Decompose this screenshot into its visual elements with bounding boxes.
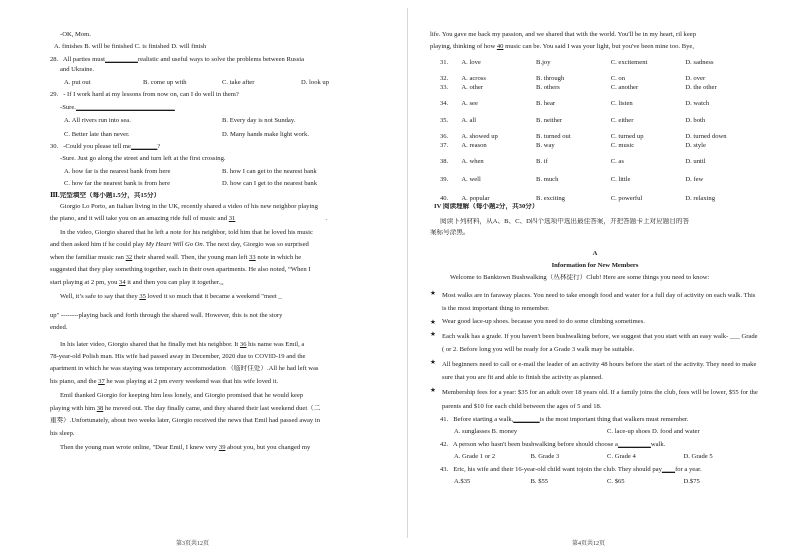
cloze-option-row: 39. A. well B. much C. little D. few [440, 176, 704, 184]
page-divider [407, 8, 408, 538]
cloze-option-row: 32. A. across B. through C. on D. over [440, 75, 706, 83]
cloze-options [430, 59, 760, 203]
page-number-right: 第4页共12页 [572, 541, 606, 547]
instructions: 阅读下列材料，从A、B、C、D四个选项中选出最佳答案，并把答题卡上对应题目的答 [440, 217, 690, 225]
star-icon: ★ [430, 358, 436, 367]
cloze-passage: Giorgio Lo Porto, an Italian living in the UK, recently shared a video of his new neighbor playing the piano, and it will take you on an amazing ride full of music and 31 . In the video, Giorgio shared that he left a note for his neighbor, told him that he loved his music and then asked him if he could play My Heart Will Go On. The next day, Giorgio was so surprised when the familiar music ran 32 their shared wall. Then, the young man left 33 note in which he suggested that they play something together, each in their own apartments. He also noted, “When I start playing at 2 pm, you 34 it and then you can play it together.,, Well, it’s safe to say that they 35 loved it so much that it became a weekend "meet _ up" --------playing back and forth through the shared wall. However, this is not the story ended. In his later video, Giorgio shared that he finally met his neighbor. It 36 his name was Emil, a 78-year-old Polish man. His wife had passed away in December, 2020 due to COVID-19 and the apartment in which he was staying was temporary accommodation （临时住处）.All he had left was his piano, and the 37 he was playing at 2 pm every weekend was that his wife loved it. Emil thanked Giorgio for keeping him less lonely, and Giorgio promised that he would keep playing with him 38 he moved out. The day finally came, and they shared their last weekend duet（二 重奏）.Unfortunately, about two weeks later, Giorgio received the news that Emil had passed away in his sleep. Then the young man wrote online, "Dear Emil, I knew very 39 about you, but you changed my [50, 203, 327, 451]
cloze-option-row: 34. A. see B. hear C. listen D. watch [440, 100, 710, 108]
dialog-line: -OK, Mom. [60, 31, 91, 38]
cloze-option-row: 36. A. showed up B. turned out C. turned up D. turned down [440, 133, 727, 141]
question-43: 43. Eric, his wife and their 16-year-old child want tojoin the club. They should pay____for a year. A.$35 B. $55 C. $65 D.$75 [440, 465, 702, 485]
bullet-list [430, 289, 760, 413]
question-41: 41. Before starting a walk,________is the most important thing that walkers must remember. A. sunglasses B. money C. lace-up shoes D. food and water [440, 415, 700, 436]
q27-options: A. finishes B. will be finished C. is finished D. will finish [54, 43, 207, 51]
page-number-left: 第3页共12页 [176, 541, 210, 547]
star-icon: ★ [430, 329, 436, 338]
cloze-option-row: 33. A. other B. others C. another D. the other [440, 83, 717, 91]
question-42: 42. A person who hasn't been bushwalking before should choose a__________walk. A. Grade 1 or 2 B. Grade 3 C. Grade 4 D. Grade 5 [440, 440, 713, 461]
list-item: ★ Each walk has a grade. If you haven't been bushwalking before, we suggest that you start with an easy walk- ___ Grade ( or 2. Before long you will be ready for a Grade 3 walk may be suitable. [430, 330, 760, 356]
right-page: life. You gave me back my passion, and we shared that with the world. You'll be in my heart, ril keep playing, thinking of how 40 music can be. You said I was your light, but you've been mine too. Bye, 31. A. love B.joy C. excitement D. sadness 32. A. across B. through C. on D. over 33. A. other B. others C. another D. the other 34. A. see B. hear C. listen D. watch 35. A. all B. neither C. either D. both 36. A. showed up B. turned out C. turned up D. turned down 37. A. reason B. way C. music D. style 38. A. when B. if C. as D. until 39. A. well B. much C. little D. few 40. A. popular B. exciting C. powerful D. relaxing IV 阅读理解（每小题2分，共30分） 阅读下列材料，从A、B、C、D四个选项中选出最佳答案，并把答题卡上对应题目的答 案标号涂黑。 A Information for New Members Welcome to Banktown Bushwalking（丛林徒行）Club! Here are some things you need to know: ★ Most walks are in faraway places. You need to take enough food and water for a full day of activity on each walk. This is the most important thing to remember. ★ Wear good lace-up shoes. because you need to do some climbing sometimes. ★ Each walk has a grade. If you haven't been bushwalking before, we suggest that you start with an easy walk- ___ Grade ( or 2. Before long you will be ready for a Grade 3 walk may be suitable. ★ All beginners need to call or e-mail the leader of an activity 48 hours before the start of the activity. They need to make sure that you are fit and able to finish the activity as planned. ★ Membership fees for a year: $35 for an adult over 18 years old. If a family joins the club, fees will be lower, $55 for the parents and $10 for each child between the ages of 5 and 18. 41. Before starting a walk,________is the most important thing that walkers must remember. A. sunglasses B. money C. lace-up shoes D. food and water 42. A person who hasn't been bushwalking before should choose a__________walk. A. Grade 1 or 2 B. Grade 3 C. Grade 4 D. Grade 5 43. Eric, his wife and their 16-year-old child want tojoin the club. They should pay____for a year. A.$35 B. $55 C. $65 D.$75 [430, 0, 760, 486]
question-29: 29. - If I work hard at my lessons from now on, can I do well in them? -Sure.______________________________ A. All rivers run into sea. B. Every day is not Sunday. C. Better late than never. D. Many hands make light work. [50, 91, 309, 138]
question-28: 28. All parties must__________realistic and useful ways to solve the problems between Russia and Ukraine. A. put out B. come up with C. take after D. look up [50, 56, 380, 87]
section-3-heading: Ⅲ.完型填空（每小题1.5分，共15分） [50, 191, 161, 199]
cloze-option-row: 40. A. popular B. exciting C. powerful D. relaxing [440, 194, 716, 202]
list-item: ★ Membership fees for a year: $35 for an adult over 18 years old. If a family joins the club, fees will be lower, $55 for the parents and $10 for each child between the ages of 5 and 18. [430, 386, 760, 412]
question-30: 30. -Could you please tell me________? -Sure. Just go along the street and turn left at the first crossing. A. how far is the nearest bank from here B. how I can get to the nearest bank C. how far the nearest bank is from here D. how can I get to the nearest bank [50, 142, 318, 188]
left-page [50, 0, 380, 452]
list-item: ★ Most walks are in faraway places. You need to take enough food and water for a full day of activity on each walk. This is the most important thing to remember. [430, 289, 760, 315]
passage-letter: A [592, 249, 598, 257]
cloze-option-row: 31. A. love B.joy C. excitement D. sadness [440, 58, 714, 66]
list-item: ★ Wear good lace-up shoes. because you need to do some climbing sometimes. [430, 318, 645, 327]
cloze-option-row: 38. A. when B. if C. as D. until [440, 157, 706, 165]
welcome-line: Welcome to Banktown Bushwalking（丛林徒行）Club! Here are some things you need to know: [450, 274, 710, 282]
list-item: ★ All beginners need to call or e-mail the leader of an activity 48 hours before the start of the activity. They need to make sure that you are fit and able to finish the activity as planned. [430, 358, 760, 384]
star-icon: ★ [430, 386, 436, 395]
q28-options: A. put out B. come up with C. take after D. look up [64, 78, 330, 86]
star-icon: ★ [430, 318, 436, 327]
passage-title: Information for New Members [551, 262, 639, 269]
star-icon: ★ [430, 288, 436, 297]
section-4-heading: IV 阅读理解（每小题2分，共30分） [434, 203, 539, 211]
cloze-option-row: 37. A. reason B. way C. music D. style [440, 141, 706, 149]
cloze-option-row: 35. A. all B. neither C. either D. both [440, 116, 706, 124]
